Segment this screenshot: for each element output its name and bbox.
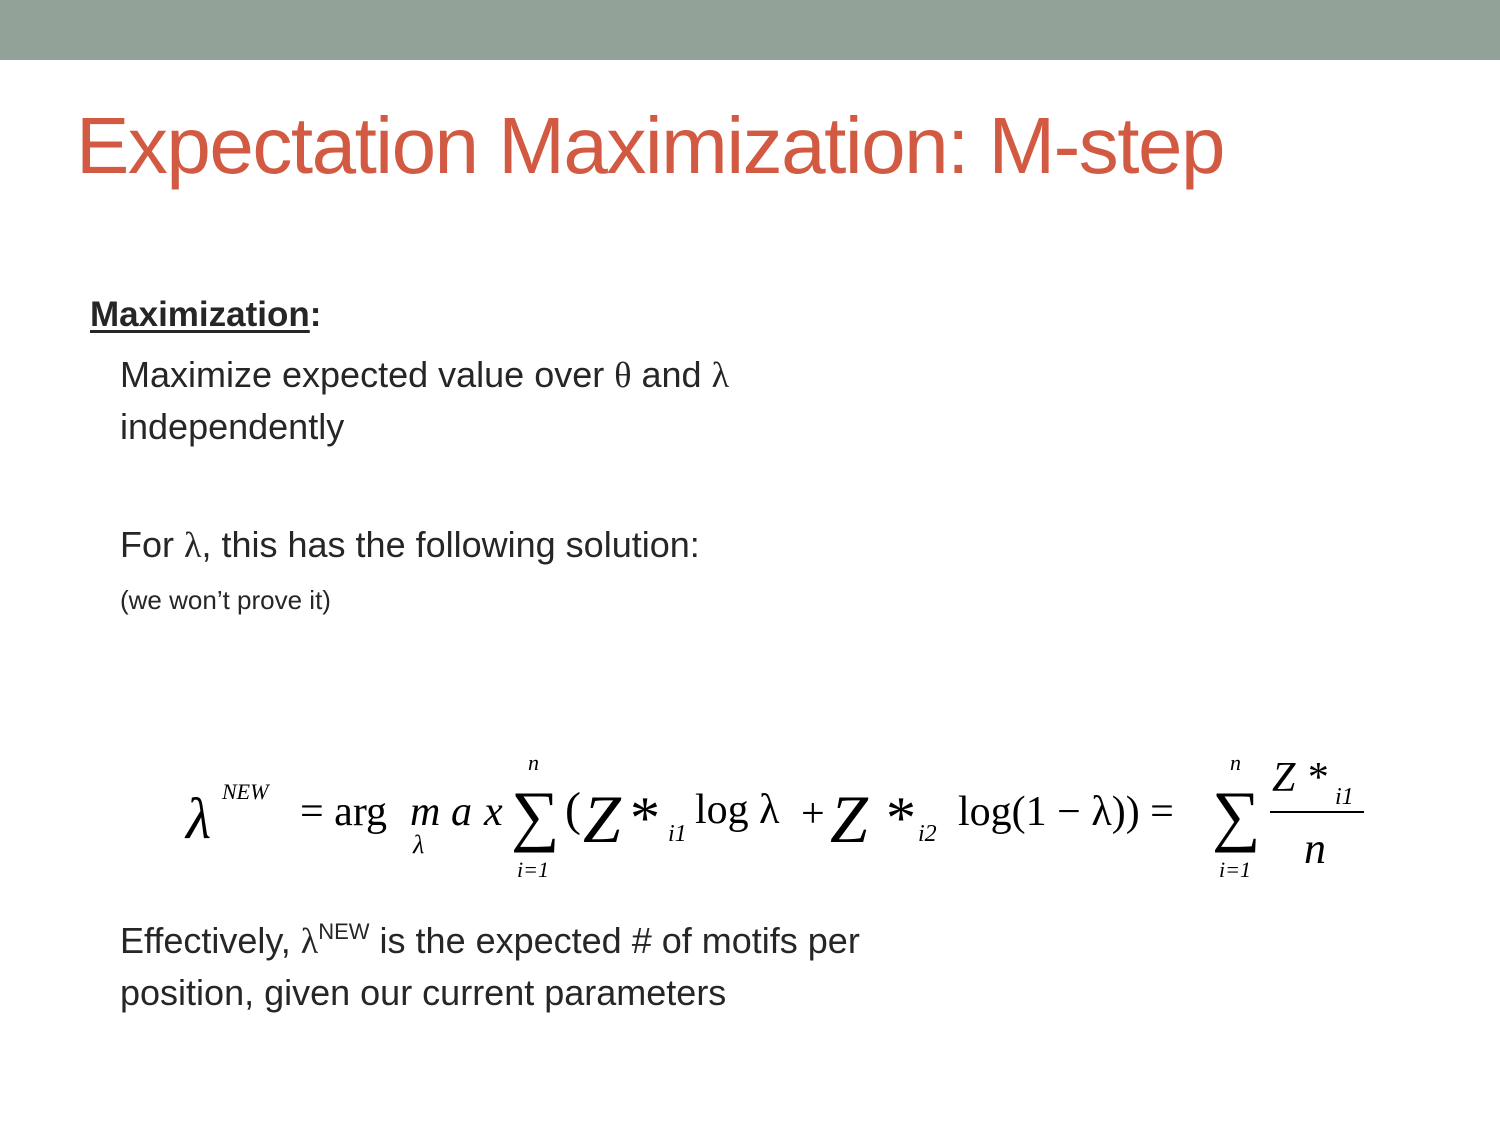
maximize-text: Maximize expected value over (120, 354, 615, 395)
eq-star-two: * (886, 785, 916, 851)
lambda-update-equation (0, 735, 1500, 895)
eq-z-two: Z (830, 781, 868, 857)
eq-new-superscript: NEW (222, 779, 269, 804)
eq-sum-symbol-right: ∑ (1212, 777, 1261, 853)
eq-sum-lower-right: i=1 (1219, 857, 1251, 882)
eq-subscript-i1: i1 (668, 821, 687, 847)
slide-title: Expectation Maximization: M-step (76, 101, 1225, 190)
eq-open-paren: ( (565, 783, 581, 836)
new-superscript: NEW (318, 919, 370, 944)
lambda-symbol: λ (711, 355, 730, 395)
proof-note: (we won’t prove it) (120, 585, 331, 615)
body-line-for-lambda (120, 519, 700, 571)
and-text: and (631, 354, 712, 395)
body-line-position: position, given our current parameters (120, 972, 727, 1013)
eq-fraction-subscript-i1: i1 (1335, 784, 1354, 810)
eq-z-one: Z (583, 781, 621, 857)
eq-max-x: x (484, 789, 503, 835)
body-line-independently: independently (120, 406, 345, 447)
eq-equals-arg: = arg (300, 789, 388, 835)
expected-motifs-text: is the expected # of motifs per (369, 920, 860, 961)
eq-max-m: m (410, 789, 441, 835)
eq-max-a: a (451, 789, 472, 835)
eq-plus: + (801, 791, 825, 837)
body-line-maximize (120, 349, 729, 401)
eq-lambda: λ (186, 786, 212, 851)
eq-fraction-numerator: Z * (1272, 755, 1327, 801)
eq-sum-upper: n (528, 750, 539, 775)
heading-colon: : (309, 295, 322, 334)
eq-sum-lower: i=1 (517, 857, 549, 882)
eq-subscript-i2: i2 (918, 821, 937, 847)
eq-star-one: * (630, 785, 660, 851)
for-text: For (120, 524, 185, 565)
eq-max-subscript: λ (413, 830, 425, 859)
eq-fraction-denominator: n (1304, 824, 1326, 873)
eq-log-lambda: log λ (695, 787, 780, 833)
heading-label: Maximization (90, 295, 310, 334)
body-line-effectively (120, 915, 860, 972)
solution-text: , this has the following solution: (201, 524, 700, 565)
section-heading (90, 289, 321, 341)
eq-sum-upper-right: n (1230, 750, 1241, 775)
theta-symbol: θ (614, 355, 632, 395)
lambda-symbol: λ (184, 525, 202, 565)
lambda-symbol: λ (300, 921, 319, 961)
top-accent-bar (0, 0, 1500, 60)
effectively-text: Effectively, (120, 920, 301, 961)
eq-sum-symbol: ∑ (511, 777, 560, 853)
eq-log-one-minus-lambda: log(1 − λ)) = (958, 789, 1174, 835)
